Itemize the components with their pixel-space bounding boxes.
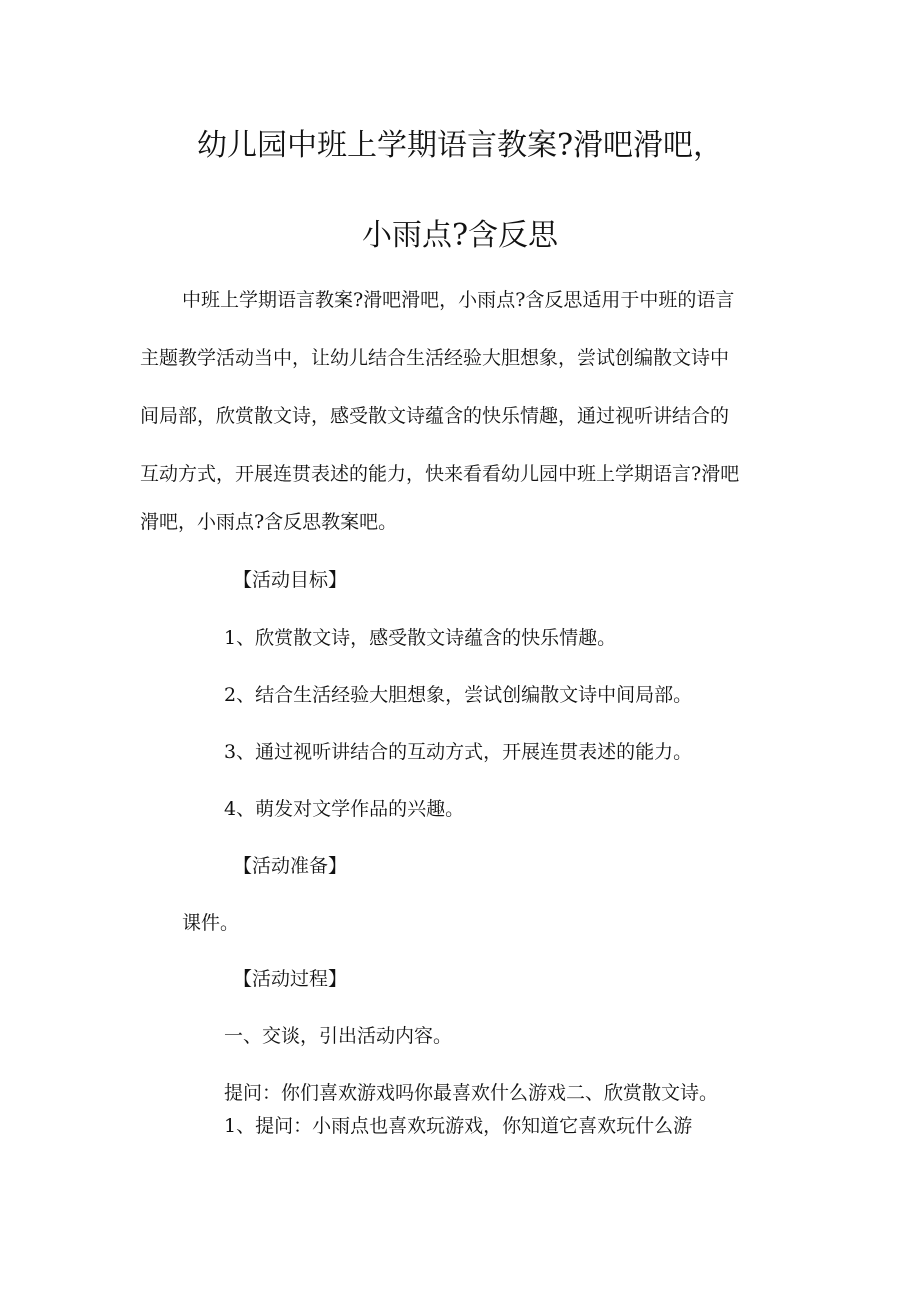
goal-item-2: 2、结合生活经验大胆想象，尝试创编散文诗中间局部。 <box>224 684 693 706</box>
intro-line-5: 滑吧，小雨点?含反思教案吧。 <box>140 511 398 533</box>
goal-item-1: 1、欣赏散文诗，感受散文诗蕴含的快乐情趣。 <box>224 627 617 649</box>
goal-item-4: 4、萌发对文学作品的兴趣。 <box>224 798 465 820</box>
intro-line-4: 互动方式，开展连贯表述的能力，快来看看幼儿园中班上学期语言?滑吧 <box>140 463 740 485</box>
prep-text: 课件。 <box>182 912 240 934</box>
intro-line-2: 主题教学活动当中，让幼儿结合生活经验大胆想象，尝试创编散文诗中 <box>140 347 730 369</box>
intro-line-1: 中班上学期语言教案?滑吧滑吧，小雨点?含反思适用于中班的语言 <box>182 289 735 311</box>
process-question-2: 1、提问：小雨点也喜欢玩游戏，你知道它喜欢玩什么游 <box>224 1115 693 1137</box>
process-question-1: 提问：你们喜欢游戏吗你最喜欢什么游戏二、欣赏散文诗。 <box>224 1082 719 1104</box>
process-heading: 【活动过程】 <box>233 968 348 990</box>
goals-heading: 【活动目标】 <box>233 569 348 591</box>
goal-item-3: 3、通过视听讲结合的互动方式，开展连贯表述的能力。 <box>224 741 693 763</box>
process-step-1: 一、交谈，引出活动内容。 <box>224 1025 453 1047</box>
prep-heading: 【活动准备】 <box>233 855 348 877</box>
intro-line-3: 间局部，欣赏散文诗，感受散文诗蕴含的快乐情趣，通过视听讲结合的 <box>140 405 730 427</box>
document-title-line-2: 小雨点?含反思 <box>361 218 559 253</box>
document-title-line-1: 幼儿园中班上学期语言教案?滑吧滑吧， <box>196 128 724 163</box>
